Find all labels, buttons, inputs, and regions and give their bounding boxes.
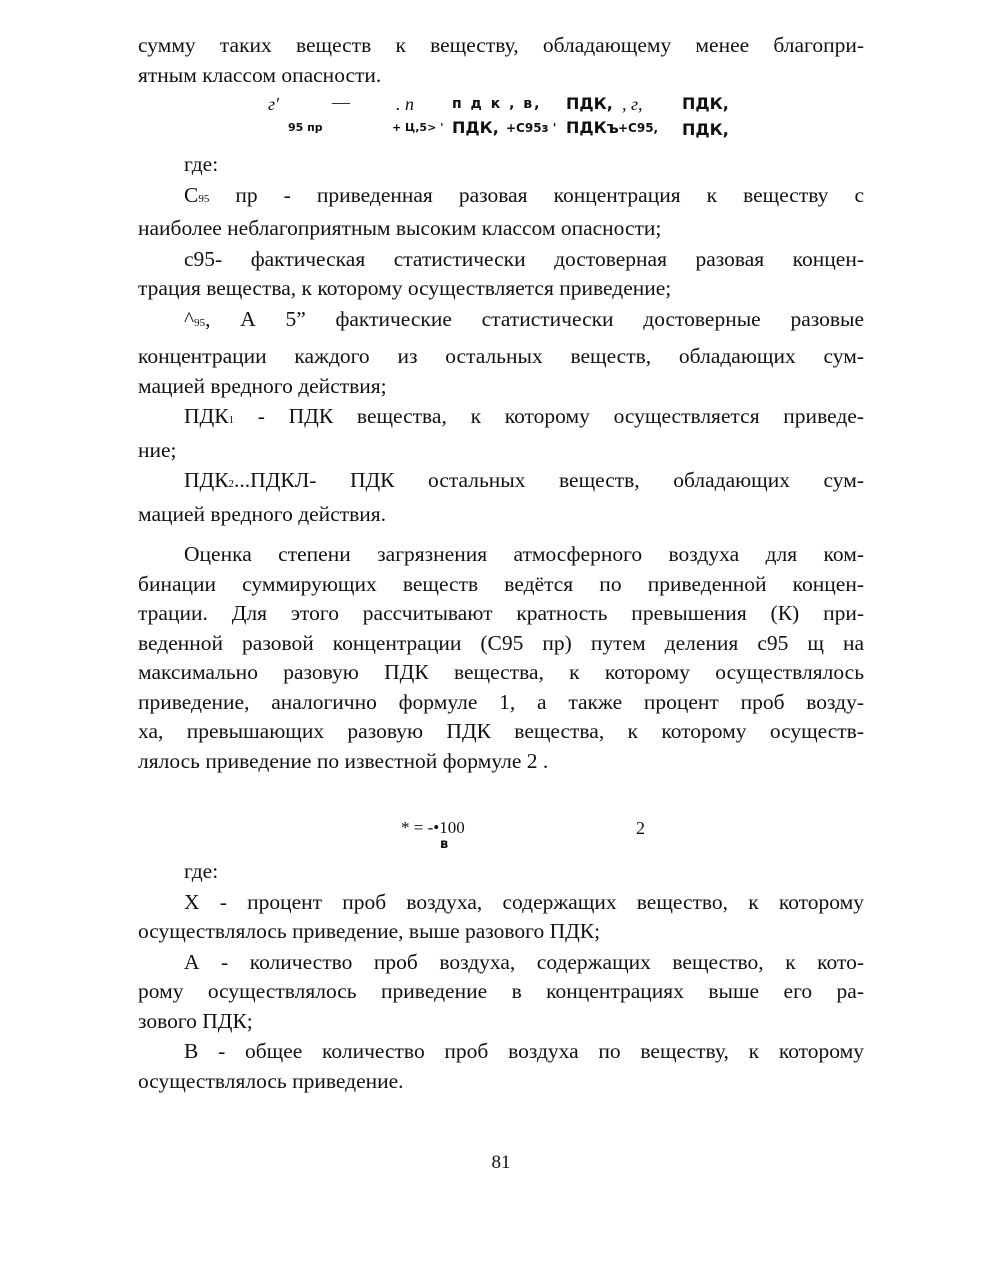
- formula-token: ПДК,: [566, 94, 613, 113]
- symbol: ПДК: [184, 404, 229, 428]
- definition-line: наиболее неблагоприятным высоким классом опасности;: [138, 216, 662, 240]
- definition-line: зового ПДК;: [138, 1008, 253, 1033]
- symbol: ПДК: [184, 468, 229, 492]
- formula-token: ПДК,: [452, 118, 499, 137]
- paragraph-line: максимально разовую ПДК вещества, к которому осуществлялось: [138, 660, 864, 684]
- definition-line: [138, 181, 864, 215]
- definition-line: А - количество проб воздуха, содержащих вещество, к кото-: [184, 949, 864, 974]
- formula-denominator: в: [440, 837, 449, 852]
- definition-line: ние;: [138, 437, 177, 462]
- formula-token: г': [268, 94, 279, 114]
- formula-token: , г,: [622, 94, 643, 114]
- paragraph-line: бинации суммирующих веществ ведётся по приведенной концен-: [138, 571, 864, 596]
- definition-line: [138, 466, 864, 500]
- formula-token: ПДК,: [682, 94, 729, 113]
- symbol: с95-: [184, 246, 223, 271]
- text-line: ятным классом опасности.: [138, 62, 382, 87]
- definition-line: Х - процент проб воздуха, содержащих вещество, к которому: [184, 889, 864, 914]
- formula-expression: * = -•100: [401, 818, 465, 837]
- paragraph-line: веденной разовой концентрации (С95 пр) путем деления с95 щ на: [138, 630, 864, 655]
- where-label: где:: [184, 152, 219, 176]
- definition-line: [138, 245, 864, 275]
- paragraph-line: трации. Для этого рассчитывают кратность превышения (К) при-: [138, 601, 864, 625]
- definition-line: мацией вредного действия.: [138, 501, 387, 526]
- formula-number: 2: [636, 818, 645, 838]
- symbol-subscript: 95: [194, 316, 206, 329]
- definition-text: - ПДК вещества, к которому осуществляется приведе-: [234, 404, 864, 428]
- definitions-1: [138, 150, 864, 529]
- formula-token: +С95з ': [506, 121, 557, 135]
- definition-line: рому осуществлялось приведение в концентрациях выше его ра-: [138, 979, 864, 1003]
- definition-text: пр - приведенная разовая концентрация к веществу с: [209, 182, 864, 207]
- definition-line: концентрации каждого из остальных веществ, обладающих сум-: [138, 344, 864, 368]
- definition-line: осуществлялось приведение.: [138, 1068, 404, 1093]
- definition-text: фактическая статистически достоверная разовая концен-: [222, 246, 864, 271]
- symbol-subscript: 1: [228, 414, 235, 426]
- definition-line: трация вещества, к которому осуществляется приведение;: [138, 276, 672, 300]
- definition-line: В - общее количество проб воздуха по веществу, к которому: [184, 1039, 864, 1063]
- definition-line: осуществлялось приведение, выше разового ПДК;: [138, 919, 601, 943]
- symbol: ^: [184, 306, 195, 331]
- definition-text: , А 5” фактические статистически достоверные разовые: [205, 306, 864, 331]
- symbol-subscript: 2: [228, 478, 235, 490]
- where-label: где:: [184, 859, 219, 883]
- paragraph-line: лялось приведение по известной формуле 2 .: [138, 748, 549, 773]
- definition-line: [138, 305, 864, 339]
- paragraph-line: приведение, аналогично формуле 1, а также процент проб возду-: [138, 689, 864, 714]
- formula-token: + Ц,5> ': [392, 121, 444, 134]
- formula-token: . п: [396, 94, 414, 114]
- definition-line: мацией вредного действия;: [138, 373, 387, 398]
- intro-text: [138, 31, 864, 90]
- formula-token: +С95,: [618, 121, 659, 135]
- formula-token: п д к , в,: [452, 96, 542, 112]
- main-paragraph: [138, 540, 864, 776]
- paragraph-line: ха, превышающих разовую ПДК вещества, к которому осуществ-: [138, 719, 864, 743]
- formula-token: ПДК,: [682, 120, 729, 139]
- definition-line: [138, 402, 864, 436]
- page-number: 81: [491, 1152, 511, 1173]
- symbol: С: [184, 182, 199, 207]
- paragraph-line: Оценка степени загрязнения атмосферного воздуха для ком-: [184, 542, 864, 566]
- formula-token: 95 пр: [288, 121, 323, 134]
- formula-token: ПДКъ: [566, 118, 619, 137]
- formula-token: —: [332, 92, 350, 112]
- definitions-2: [138, 857, 864, 1096]
- text-line: сумму таких веществ к веществу, обладающему менее благопри-: [138, 33, 864, 57]
- symbol-subscript: 95: [198, 192, 210, 205]
- definition-text: ...ПДКЛ- ПДК остальных веществ, обладающих сум-: [234, 468, 864, 492]
